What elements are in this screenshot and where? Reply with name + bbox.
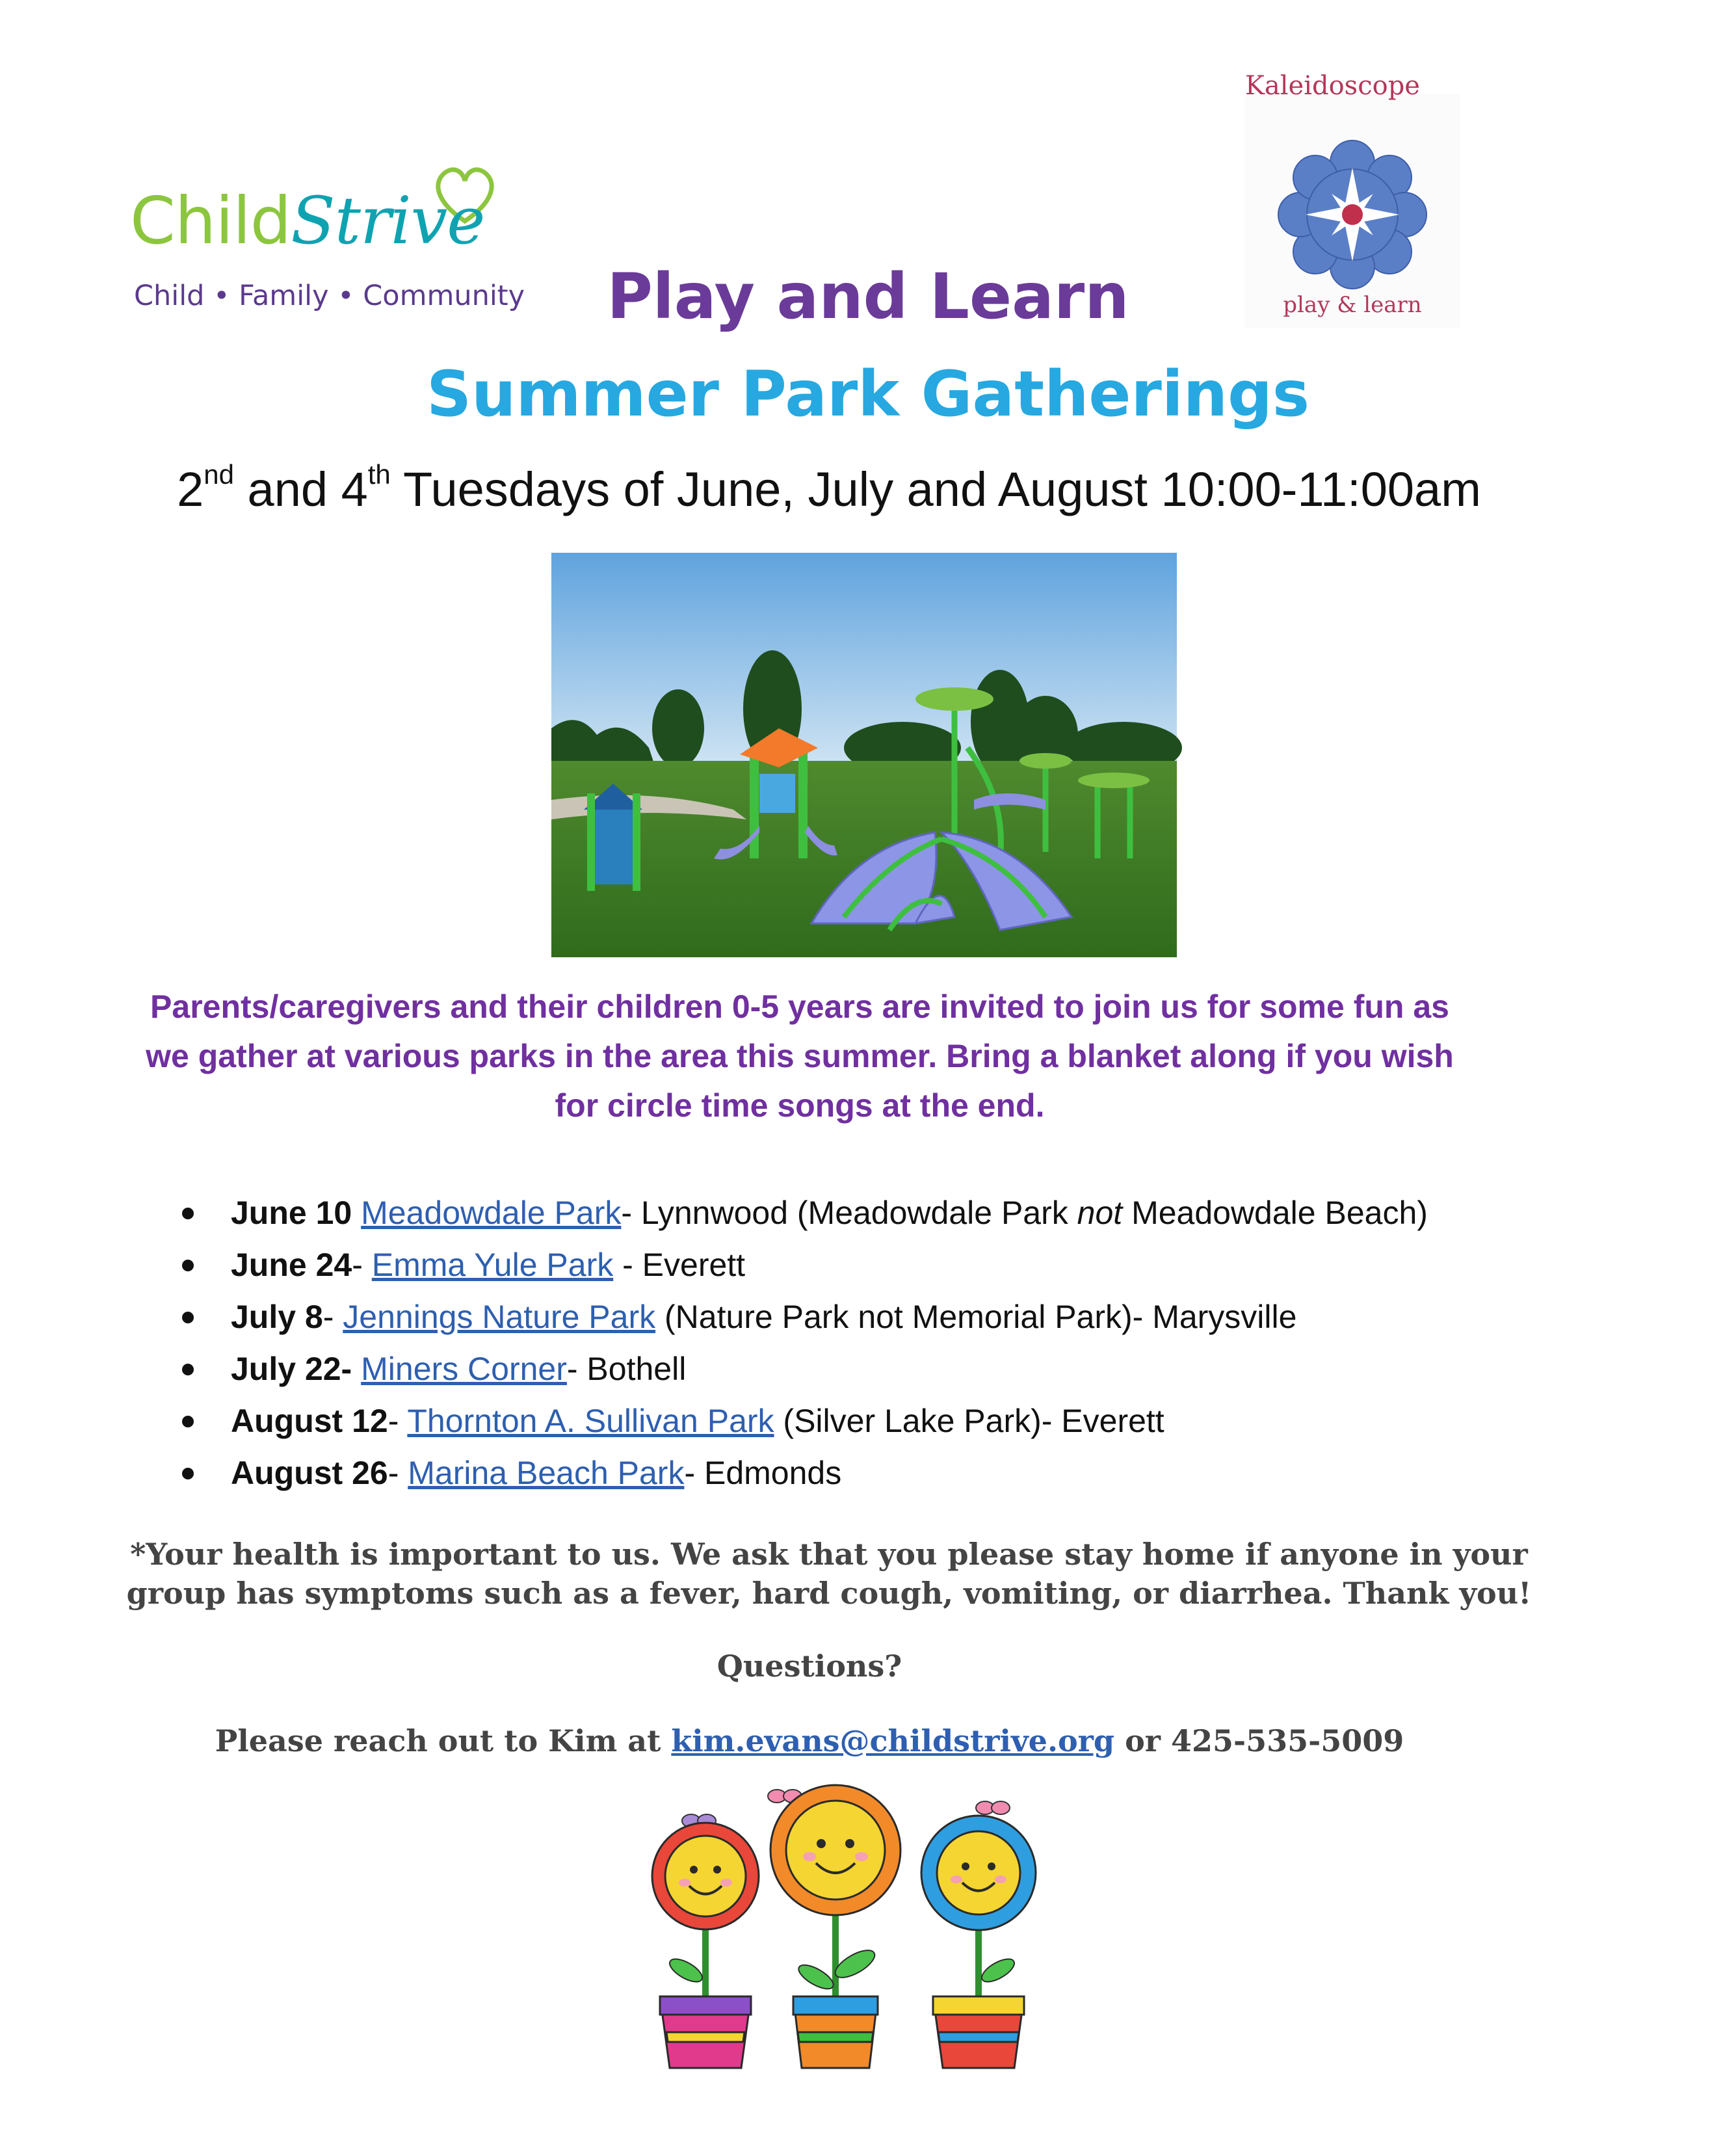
list-item: June 10 Meadowdale Park- Lynnwood (Meadowdale Park not Meadowdale Beach) <box>182 1187 1547 1239</box>
event-date: June 24 <box>231 1247 352 1283</box>
list-item: June 24- Emma Yule Park - Everett <box>182 1239 1547 1291</box>
list-item: July 8- Jennings Nature Park (Nature Park not Memorial Park)- Marysville <box>182 1291 1547 1343</box>
list-item: August 12- Thornton A. Sullivan Park (Silver Lake Park)- Everett <box>182 1395 1547 1447</box>
bullet-icon <box>182 1364 194 1375</box>
park-link-miners-corner[interactable]: Miners Corner <box>361 1351 567 1387</box>
flowers-clipart <box>634 1782 1076 2081</box>
childstrive-wordmark: ChildStrive <box>130 183 485 259</box>
questions-heading: Questions? <box>717 1649 902 1684</box>
park-link-thornton-sullivan[interactable]: Thornton A. Sullivan Park <box>407 1403 774 1439</box>
event-date: August 12 <box>231 1403 388 1439</box>
park-link-jennings[interactable]: Jennings Nature Park <box>343 1299 656 1335</box>
list-item: August 26- Marina Beach Park- Edmonds <box>182 1447 1547 1499</box>
park-link-marina-beach[interactable]: Marina Beach Park <box>408 1455 685 1491</box>
kaleidoscope-name: Kaleidoscope <box>1245 71 1420 101</box>
intro-text: Parents/caregivers and their children 0-5 years are invited to join us for some fun as we gather at various parks in the area this summer. Bring a blanket along if you wish for circle time songs at the end. <box>146 988 1454 1124</box>
bullet-icon <box>182 1208 194 1219</box>
bullet-icon <box>182 1260 194 1271</box>
playground-photo <box>551 553 1177 957</box>
event-date: July 8 <box>231 1299 323 1335</box>
event-date: July 22- <box>231 1351 352 1387</box>
event-date: June 10 <box>231 1195 352 1231</box>
page-title: Play and Learn <box>607 260 1129 333</box>
contact-line: Please reach out to Kim at kim.evans@childstrive.org or 425-535-5009 <box>215 1723 1404 1758</box>
list-item: July 22- Miners Corner- Bothell <box>182 1343 1547 1395</box>
childstrive-tagline: Child • Family • Community <box>134 280 525 312</box>
bullet-icon <box>182 1416 194 1427</box>
park-schedule-list <box>182 1187 1547 1499</box>
park-link-meadowdale[interactable]: Meadowdale Park <box>361 1195 622 1231</box>
bullet-icon <box>182 1468 194 1479</box>
kaleidoscope-tagline: play & learn <box>1283 292 1422 318</box>
page-subtitle: Summer Park Gatherings <box>427 358 1309 431</box>
health-note: *Your health is important to us. We ask that you please stay home if anyone in your group has symptoms such as a fever, hard cough, vomiting, or diarrhea. Thank you! <box>126 1537 1532 1611</box>
email-link[interactable]: kim.evans@childstrive.org <box>671 1723 1115 1758</box>
schedule-line: 2nd and 4th Tuesdays of June, July and August 10:00-11:00am <box>177 459 1481 516</box>
park-link-emma-yule[interactable]: Emma Yule Park <box>371 1247 614 1283</box>
bullet-icon <box>182 1312 194 1323</box>
event-date: August 26 <box>231 1455 388 1491</box>
